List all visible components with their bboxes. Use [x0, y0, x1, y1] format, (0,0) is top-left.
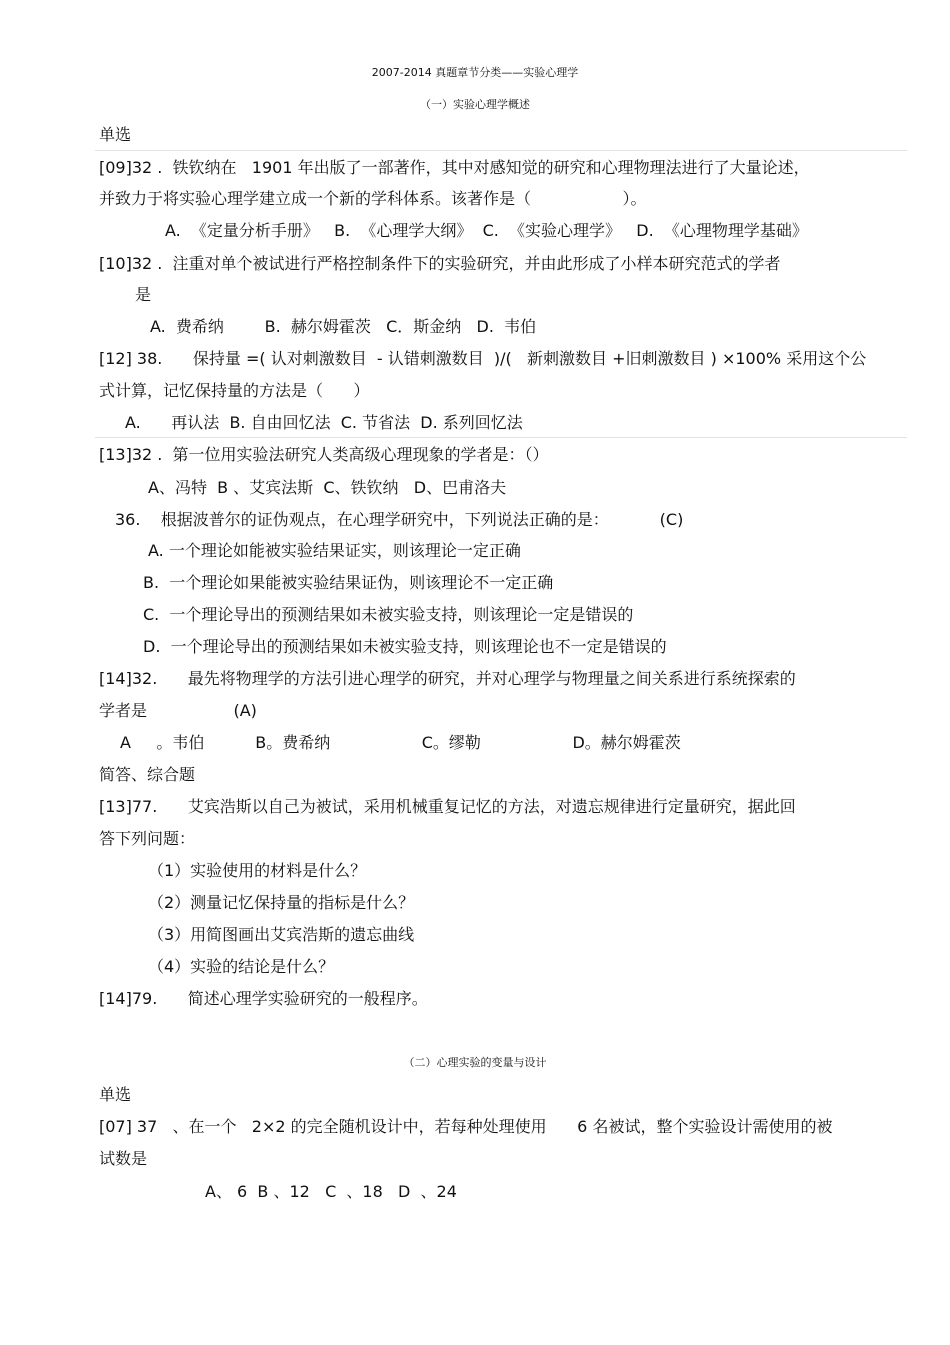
question-1377-line1: [13]77. 艾宾浩斯以自己为被试，采用机械重复记忆的方法，对遗忘规律进行定量研究，据此回	[99, 797, 796, 816]
section-2-title: （二）心理实验的变量与设计	[403, 1056, 547, 1069]
question-0932-options: A. 《定量分析手册》 B. 《心理学大纲》 C. 《实验心理学》 D. 《心理物理学基础》	[165, 221, 808, 240]
essay-label: 简答、综合题	[99, 765, 196, 784]
question-1336-option-a: A. 一个理论如能被实验结果证实，则该理论一定正确	[148, 541, 521, 560]
question-1032-line1: [10]32 . 注重对单个被试进行严格控制条件下的实验研究，并由此形成了小样本研究范式的学者	[99, 254, 781, 273]
question-1032-line2: 是	[135, 285, 152, 304]
question-0737-line2: 试数是	[99, 1149, 148, 1168]
question-1377-sub1: （1）实验使用的材料是什么？	[148, 861, 367, 880]
question-1332-options: A、冯特 B 、艾宾法斯 C、铁钦纳 D、巴甫洛夫	[148, 478, 507, 497]
question-1479-line1: [14]79. 简述心理学实验研究的一般程序。	[99, 989, 428, 1008]
question-1238-line1: [12] 38. 保持量 =( 认对刺激数目 - 认错刺激数目 )/( 新刺激数目 +旧刺激数目 ) ×100% 采用这个公	[99, 349, 867, 368]
single-choice-label-2: 单选	[99, 1085, 132, 1104]
question-1336-option-d: D. 一个理论导出的预测结果如未被实验支持，则该理论也不一定是错误的	[143, 637, 667, 656]
question-1032-options: A. 费希纳 B. 赫尔姆霍茨 C．斯金纳 D. 韦伯	[150, 317, 537, 336]
question-1336-line1: 36. 根据波普尔的证伪观点，在心理学研究中，下列说法正确的是： (C)	[115, 510, 684, 529]
question-1238-options: A. 再认法 B. 自由回忆法 C. 节省法 D. 系列回忆法	[125, 413, 523, 432]
question-1377-line2: 答下列问题：	[99, 829, 196, 848]
question-1332-line1: [13]32 . 第一位用实验法研究人类高级心理现象的学者是：（）	[99, 445, 549, 464]
question-1238-line2: 式计算，记忆保持量的方法是（ ）	[99, 381, 370, 400]
question-1432-line2: 学者是 (A)	[99, 701, 257, 720]
question-0737-options: A、 6 B 、12 C 、18 D 、24	[205, 1182, 457, 1201]
divider	[95, 150, 907, 151]
divider	[95, 437, 907, 438]
document-title: 2007-2014 真题章节分类——实验心理学	[371, 66, 579, 79]
question-1432-options: A 。韦伯 B。费希纳 C。缪勒 D。赫尔姆霍茨	[120, 733, 681, 752]
section-1-title: （一）实验心理学概述	[420, 98, 530, 111]
question-0932-line1: [09]32 . 铁钦纳在 1901 年出版了一部著作，其中对感知觉的研究和心理物理法进行了大量论述，	[99, 158, 810, 177]
question-1377-sub2: （2）测量记忆保持量的指标是什么？	[148, 893, 415, 912]
question-0932-line2: 并致力于将实验心理学建立成一个新的学科体系。该著作是（ ）。	[99, 189, 647, 208]
question-1377-sub3: （3）用简图画出艾宾浩斯的遗忘曲线	[148, 925, 415, 944]
question-0737-line1: [07] 37 、在一个 2×2 的完全随机设计中，若每种处理使用 6 名被试，整个实验设计需使用的被	[99, 1117, 833, 1136]
question-1336-option-c: C. 一个理论导出的预测结果如未被实验支持，则该理论一定是错误的	[143, 605, 634, 624]
single-choice-label: 单选	[99, 125, 132, 144]
question-1377-sub4: （4）实验的结论是什么？	[148, 957, 335, 976]
question-1336-option-b: B. 一个理论如果能被实验结果证伪，则该理论不一定正确	[143, 573, 554, 592]
question-1432-line1: [14]32. 最先将物理学的方法引进心理学的研究，并对心理学与物理量之间关系进行系统探索的	[99, 669, 796, 688]
